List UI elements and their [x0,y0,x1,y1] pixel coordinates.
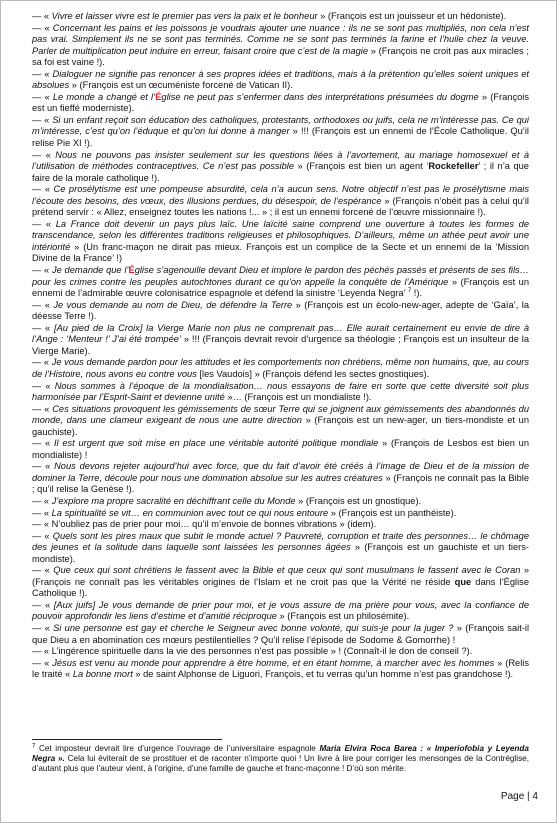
text-run: » (Relis le traité « [32,657,529,680]
text-run: » (François est un gauchiste et un tiers-mondiste). [32,542,529,564]
text-run: Rockefeller [428,161,479,172]
quote-paragraph [32,531,529,566]
emphasis-letter: É [155,91,162,102]
quote-paragraph [32,508,529,520]
text-run: Que ceux qui sont chrétiens le fassent avec la Bible et que ceux qui sont musulmans le fassent avec le Coran [53,565,521,576]
text-run: — « [32,438,54,449]
text-run: Ce prosélytisme est une pompeuse absurdité, cela n’a aucun sens. Notre objectif n’est pas le prosélytisme mais l’écoute des besoins, des vœux, des illusions perdues, du désespoir, de l’espérance [32,184,529,206]
footnote-divider [32,739,222,740]
text-run: Maria Elvira Roca Barea : « Imperiofobia y Leyenda Negra ». [32,744,529,763]
text-run: — « [32,114,53,125]
emphasis-letter: É [128,265,135,276]
quote-paragraph [32,11,529,23]
quote-paragraph [32,600,529,623]
text-run: » (François ne connaît pas les véritables origines de l’Islam et ne croit pas que la Vérité ne réside [32,565,529,587]
quote-paragraph [32,300,529,323]
text-run: » (François est bien un agent ‘ [293,161,429,172]
quote-paragraph [32,565,529,600]
text-run: Je demande que l’ [51,265,129,276]
text-run: Je vous demande au nom de Dieu, de défendre la Terre [53,299,293,310]
text-run: Cet imposteur devrait lire d’urgence l’ouvrage de l’universitaire espagnole [35,744,320,753]
text-run: » (François est un ennemi de l’admirable œuvre colonisatrice espagnole et défend la sinistre ‘Leyenda Negra’ [32,276,529,299]
text-run: » de saint Alphonse de Liguori, François, et tu verras qu’un homme n’est pas grandchose !). [132,669,514,680]
text-run: [Au pied de la Croix] la Vierge Marie non plus ne comprenait pas… Elle aurait certainement eu envie de dire à l’Ange : ‘Menteur !’ J’ai été trompée’ [32,322,529,345]
text-run: Nous ne pouvons pas insister seulement sur les questions liées à l’avortement, au mariage homosexuel et à l’utilisation de méthodes contraceptives. Ce n’est pas possible [32,149,529,172]
quote-paragraph [32,438,529,461]
quote-paragraph [32,461,529,496]
text-run: — « [32,299,54,310]
text-run: — « [32,599,54,610]
text-run: — « [32,22,53,33]
text-run: — « [32,322,54,333]
text-run: La bonne mort [72,669,133,680]
quote-paragraph [32,646,529,658]
text-run: Nous devons rejeter aujourd’hui avec force, que du fait d’avoir été créés à l’image de Dieu et de la mission de dominer la Terre, découle pour nous une domination absolue sur les autres créatures [32,461,529,483]
text-run: » !!! (François devrait revoir d’urgence sa théologie ; François est un insulteur de la Vierge Marie). [32,334,529,356]
text-run: Si un enfant reçoit son éducation des catholiques, protestants, orthodoxes ou juifs, cela ne m’intéresse pas. Ce qui m’intéresse, c’est qu’on l’éduque et qu’on lui donne à manger [32,114,529,137]
text-run: — « [32,530,53,541]
text-run: » (François est un fieffé moderniste). [32,91,529,114]
text-run: Le monde a changé et l’ [52,91,156,102]
text-run: Ces situations provoquent les gémissements de sœur Terre qui se joignent aux gémissements des abandonnés du monde, dans une clameur exigeant de nous une autre direction [32,403,530,426]
quote-paragraph [32,150,529,185]
text-run: — « [32,461,55,472]
text-run: — « [32,657,53,668]
text-run: glise s’agenouille devant Dieu et implore le pardon des péchés passés et présents de ses fils… pour les crimes contre les peuples autochtones durant ce qu’on appelle la conquête de l’Amérique [32,265,529,287]
text-run: Jésus est venu au monde pour apprendre à être homme, et en étant homme, à marcher avec les hommes [52,657,495,668]
text-run: Cela lui éviterait de se prostituer et de raconter n’importe quoi ! Un livre à lire pour corriger les mensonges de la Contréglise, d’autant plus que l’auteur vient, à l’origine, d’une famille de gauche et franc-maçonne ! D’où son mérite. [32,754,529,773]
text-run: » (François est un écolo-new-ager, adepte de ‘Gaïa’, la déesse Terre !). [32,299,529,322]
text-run: » (François est un new-ager, un tiers-mondiste et un gauchiste). [32,415,529,437]
page-number: Page | 4 [500,791,538,802]
text-run: » (François est un œcuméniste forcené de Vatican II). [69,80,293,91]
quote-paragraph [32,115,529,150]
text-run: ’ ; il n’a que faire de la morale catholique !). [32,161,529,183]
text-run: [Aux juifs] Je vous demande de prier pour moi, et je vous assure de ma prière pour vous, avec la confiance de pouvoir approfondir les liens d’estime et d’amitié réciproque [32,599,529,622]
quote-paragraph [32,23,529,69]
text-run: que [454,576,472,587]
quote-list [32,11,529,681]
text-run: » (François est un panthéiste). [328,507,457,518]
text-run: » (François ne croit pas aux miracles ; sa foi est vaine !). [32,45,530,68]
text-run: » (François est un gnostique). [295,495,422,506]
text-run: — « [32,91,53,102]
text-run: — « [32,265,52,276]
text-run: Concernant les pains et les poissons je voudrais ajouter une nuance : ils ne se sont pas multipliés, non cela n’est pas vrai. Simplement ils ne se sont pas terminés. Comme ne se sont pas terminés la farine et l’huile chez la veuve. Parler de multiplication peut induire en erreur, faisant croire que c’est de la magie [32,22,529,56]
quote-paragraph [32,92,529,115]
text-run: Vivre et laisser vivre est le premier pas vers la paix et le bonheur [51,11,318,21]
text-run: — « [32,507,52,518]
text-run: » (François de Lesbos est bien un mondialiste) ! [32,438,530,460]
text-run: » (François n’obéit pas à celui qu’il prétend servir : « Allez, enseignez toutes les nations !... » ; il est un ennemi forcené de l’œuvre missionnaire !). [32,195,529,218]
text-run: glise ne peut pas s’enfermer dans des interprétations présumées du dogme [161,91,479,102]
text-run: [les Vaudois] » (François défend les sectes gnostiques). [196,368,430,379]
text-run: — « [32,184,54,195]
text-run: — « [32,149,56,160]
text-run: !). [411,288,423,299]
text-run: La spiritualité se vit… en communion avec tout ce qui nous entoure [51,507,329,518]
text-run: Quels sont les pires maux que subit le monde actuel ? Pauvreté, corruption et traite des personnes… le chômage des jeunes et la solitude dans laquelle sont laissées les personnes âgées [32,530,530,553]
text-run: » !!! (François est un ennemi de l’École Catholique. Qu’il relise Pie XI !). [32,126,529,149]
quote-paragraph [32,381,529,404]
quote-paragraph [32,496,529,508]
text-run: La France doit devenir un pays plus laïc. Une laïcité saine comprend une ouverture à toutes les formes de transcendance, selon les différentes traditions religieuses et philosophiques. D’ailleurs, même un athée peut avoir une intériorité [32,218,529,252]
text-run: J’explore ma propre sacralité en déchiffrant celle du Monde [51,495,296,506]
quote-paragraph [32,323,529,358]
text-run: Dialoguer ne signifie pas renoncer à ses propres idées et traditions, mais à la prétention qu’elles soient uniques et absolues [32,68,529,91]
quote-paragraph [32,623,529,646]
quote-paragraph [32,404,529,439]
text-run: Nous sommes à l’époque de la mondialisation… nous essayons de faire en sorte que cette diversité soit plus harmonisée par l’Esprit-Saint et devienne unité [32,380,529,403]
text-run: — « [32,11,52,21]
text-run: — « [32,218,56,229]
quote-paragraph [32,519,529,531]
text-run: Il est urgent que soit mise en place une véritable autorité politique mondiale [53,438,379,449]
text-run: — « [32,68,53,79]
text-run: — « [32,495,52,506]
quote-paragraph [32,184,529,219]
text-run: — « [32,622,54,633]
text-run: »… (François est un mondialiste !). [224,392,372,403]
text-run: dans l’Église Catholique !). [32,576,530,599]
text-run: » (François est un jouisseur et un hédoniste). [317,11,507,21]
text-run: — « N’oubliez pas de prier pour moi… qu’il m’envoie de bonnes vibrations » (idem). [32,519,377,530]
quote-paragraph [32,69,529,92]
text-run: Je vous demande pardon pour les attitudes et les comportements non chrétiens, même non humains, que, au cours de l’Histoire, nous avons eu contre vous [32,357,529,379]
quote-paragraph [32,658,529,681]
text-run: — « [32,357,52,368]
quote-paragraph [32,265,529,300]
text-run: » (François ne connaît pas la Bible ; qu’il relise la Genèse !). [32,472,530,495]
quote-paragraph [32,357,529,380]
footnote-ref: 7 [407,288,412,295]
text-run: — « [32,380,55,391]
text-run: » (Un franc-maçon ne dirait pas mieux. François est un complice de la Secte et un ennemi de la ‘Mission Divine de la France’ !) [32,241,529,264]
text-run: — « L’ingérence spirituelle dans la vie des personnes n’est pas possible » ! (Connaît-il le don de conseil ?). [32,646,473,657]
footnote-7 [32,744,529,774]
text-run: — « [32,565,54,576]
text-run: » (François est un philosémite). [276,611,410,622]
text-run: — « [32,403,53,414]
quote-paragraph [32,219,529,265]
text-run: Si une personne est gay et cherche le Seigneur avec bonne volonté, qui suis-je pour la juger ? [53,622,454,633]
text-run: » (François sait-il que Dieu a en abomination ces mœurs pestilentielles ? Qu’il relise l’épisode de Sodome & Gomorrhe) ! [32,622,530,645]
footnote-ref: 7 [32,743,36,750]
